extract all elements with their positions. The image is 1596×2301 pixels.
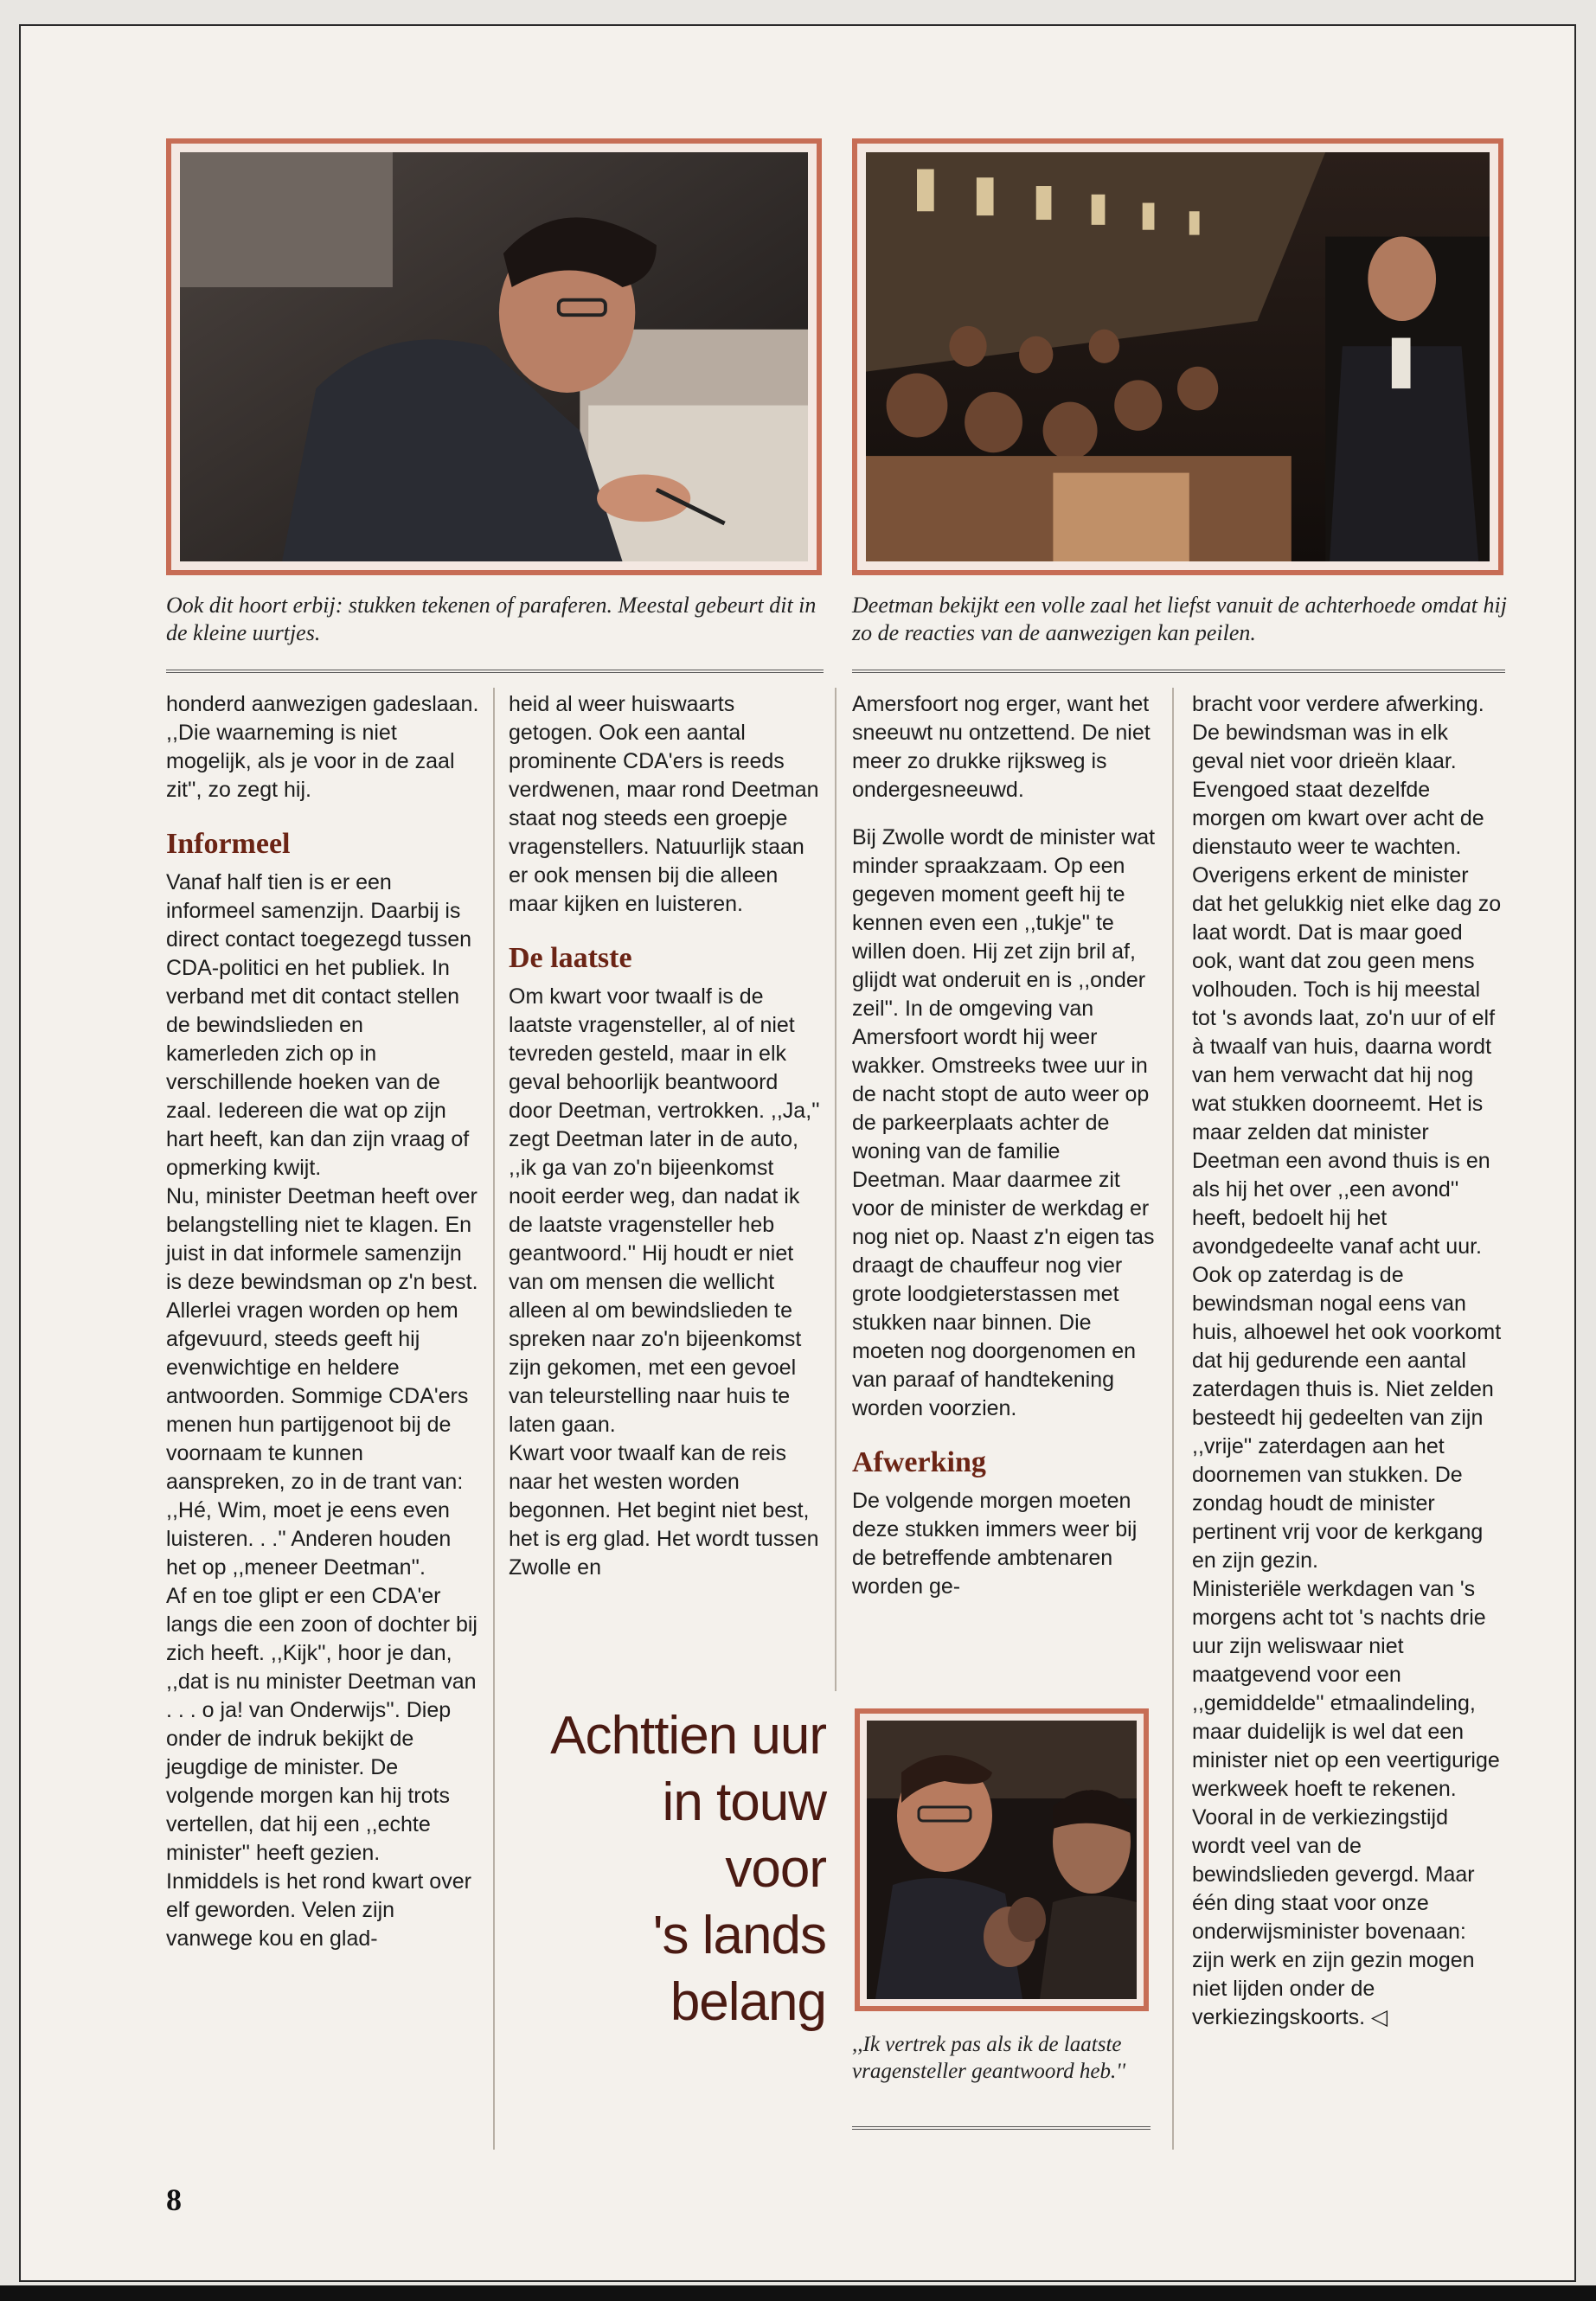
col2-paragraph-2: Om kwart voor twaalf is de laatste vragensteller, al of niet tevreden gesteld, maar in elk geval behoorlijk beantwoord door Deetman, vertrokken. ,,Ja,'' zegt Deetman later in de auto, ,,ik ga van zo'n bijeenkomst nooit eerder weg, dan nadat ik de laatste vragensteller heb geantwoord.'' Hij houdt er niet van om mensen die wellicht alleen al om bewindslieden te spreken naar zo'n bijeenkomst zijn gekomen, met een gevoel van teleurstelling naar huis te laten gaan. bbox=[509, 984, 820, 1437]
col1-heading: Informeel bbox=[166, 828, 291, 860]
col3-paragraph-3: De volgende morgen moeten deze stukken immers weer bij de betreffende ambtenaren worden ge- bbox=[852, 1489, 1138, 1599]
photo-small-frame bbox=[855, 1708, 1149, 2011]
column-divider-3 bbox=[1172, 688, 1174, 2150]
photo-minister-conversation bbox=[867, 1721, 1137, 1999]
photo-left-caption: Ook dit hoort erbij: stukken tekenen of paraferen. Meestal gebeurt dit in de kleine uurtjes. bbox=[166, 593, 817, 645]
text-column-2 bbox=[509, 690, 822, 1582]
headline-line-5: belang bbox=[670, 1972, 826, 2032]
caption-rule-left bbox=[166, 670, 824, 673]
col4-paragraph-4: Ministeriële werkdagen van 's morgens acht tot 's nachts drie uur zijn weliswaar niet maatgevend voor een ,,gemiddelde'' etmaalindeling, maar duidelijk is wel dat een minister niet op een veertigurige werkweek hoeft te rekenen. Vooral in de verkiezingstijd wordt veel van de bewindslieden gevergd. Maar één ding staat voor onze onderwijsminister bovenaan: zijn werk en zijn gezin mogen niet lijden onder de verkiezingskoorts. ◁ bbox=[1192, 1577, 1500, 2029]
photo-full-hall-audience bbox=[866, 152, 1490, 561]
col3-paragraph-2: Bij Zwolle wordt de minister wat minder spraakzaam. Op een gegeven moment geeft hij te kennen even een ,,tukje'' te willen doen. Hij zet zijn bril af, glijdt wat onderuit en is ,,onder zeil''. In de omgeving van Amersfoort wordt hij weer wakker. Omstreeks twee uur in de nacht stopt de auto weer op de parkeerplaats achter de woning van de familie Deetman. Maar daarmee zit voor de minister de werkdag er nog niet op. Naast z'n eigen tas draagt de chauffeur nog vier grote loodgieterstassen met stukken naar binnen. Die moeten nog doorgenomen en van paraaf of handtekening worden voorzien. bbox=[852, 825, 1156, 1420]
photo-left-frame bbox=[166, 138, 822, 575]
col1-paragraph-4: Af en toe glipt er een CDA'er langs die een zoon of dochter bij zich heeft. ,,Kijk'', hoor je dan, ,,dat is nu minister Deetman van . . . o ja! van Onderwijs''. Diep onder de indruk bekijkt de jeugdige de minister. De volgende morgen kan hij trots vertellen, dat hij een ,,echte minister'' heeft gezien. bbox=[166, 1584, 478, 1865]
col2-paragraph-1: heid al weer huiswaarts getogen. Ook een aantal prominente CDA'ers is reeds verdwenen, maar rond Deetman staat nog steeds een groepje vragenstellers. Natuurlijk staan er ook mensen bij die alleen maar kijken en luisteren. bbox=[509, 692, 819, 916]
headline-line-4: 's lands bbox=[652, 1906, 826, 1965]
col1-paragraph-3: Nu, minister Deetman heeft over belangstelling niet te klagen. En juist in dat informele samenzijn is deze bewindsman op z'n best. Allerlei vragen worden op hem afgevuurd, steeds geeft hij evenwichtige en heldere antwoorden. Sommige CDA'ers menen hun partijgenoot bij de voornaam te kunnen aanspreken, zo in de trant van: ,,Hé, Wim, moet je eens even luisteren. . .'' Anderen houden het op ,,meneer Deetman''. bbox=[166, 1184, 478, 1580]
bottom-scan-band bbox=[0, 2285, 1596, 2301]
col1-paragraph-5: Inmiddels is het rond kwart over elf geworden. Velen zijn vanwege kou en glad- bbox=[166, 1869, 471, 1951]
col1-paragraph-2: Vanaf half tien is er een informeel samenzijn. Daarbij is direct contact toegezegd tussen CDA-politici en het publiek. In verband met dit contact stellen de bewindslieden en kamerleden zich op in verschillende hoeken van de zaal. Iedereen die wat op zijn hart heeft, kan dan zijn vraag of opmerking kwijt. bbox=[166, 870, 472, 1180]
col2-paragraph-3: Kwart voor twaalf kan de reis naar het westen worden begonnen. Het begint niet best, het is erg glad. Het wordt tussen Zwolle en bbox=[509, 1441, 819, 1580]
col3-heading: Afwerking bbox=[852, 1446, 986, 1478]
col1-paragraph-1: honderd aanwezigen gadeslaan. ,,Die waarneming is niet mogelijk, als je voor in de zaal zit'', zo zegt hij. bbox=[166, 692, 479, 802]
caption-rule-right bbox=[852, 670, 1505, 673]
col4-paragraph-3: Ook op zaterdag is de bewindsman nogal eens van huis, alhoewel het ook voorkomt dat hij gedurende een aantal zaterdagen thuis is. Niet zelden besteedt hij gedeelten van zijn ,,vrije'' zaterdagen aan het doornemen van stukken. De zondag houdt de minister pertinent vrij voor de kerkgang en zijn gezin. bbox=[1192, 1263, 1502, 1573]
column-divider-1 bbox=[493, 688, 495, 2150]
page-number: 8 bbox=[166, 2182, 182, 2217]
text-column-1 bbox=[166, 690, 479, 1953]
small-caption-rule bbox=[852, 2126, 1151, 2130]
photo-right-caption: Deetman bekijkt een volle zaal het liefst vanuit de achterhoede omdat hij zo de reacties van de aanwezigen kan peilen. bbox=[852, 593, 1507, 645]
col2-heading: De laatste bbox=[509, 942, 632, 974]
article-headline bbox=[506, 1702, 826, 2035]
photo-small-caption: ,,Ik vertrek pas als ik de laatste vragensteller geantwoord heb.'' bbox=[852, 2033, 1125, 2083]
headline-line-1: Achttien uur bbox=[550, 1706, 826, 1766]
photo-man-signing-papers bbox=[180, 152, 808, 561]
text-column-3 bbox=[852, 690, 1159, 1601]
col3-paragraph-1: Amersfoort nog erger, want het sneeuwt nu ontzettend. De niet meer zo drukke rijksweg is ondergesneeuwd. bbox=[852, 692, 1151, 802]
photo-right-frame bbox=[852, 138, 1503, 575]
text-column-4 bbox=[1192, 690, 1502, 2032]
column-divider-2 bbox=[835, 688, 836, 1691]
headline-line-3: voor bbox=[725, 1839, 826, 1899]
col4-paragraph-2: Overigens erkent de minister dat het gelukkig niet elke dag zo laat wordt. Dat is maar goed ook, want dat zou geen mens volhouden. Toch is hij meestal tot 's avonds laat, zo'n uur of elf à twaalf van huis, daarna wordt van hem verwacht dat hij nog wat stukken doorneemt. Het is maar zelden dat minister Deetman een avond thuis is en als hij het over ,,een avond'' heeft, bedoelt hij het avondgedeelte vanaf acht uur. bbox=[1192, 863, 1502, 1259]
headline-line-2: in touw bbox=[662, 1772, 826, 1832]
col4-paragraph-1: bracht voor verdere afwerking. De bewindsman was in elk geval niet voor drieën klaar. Evengoed staat dezelfde morgen om kwart over acht de dienstauto weer te wachten. bbox=[1192, 692, 1484, 859]
